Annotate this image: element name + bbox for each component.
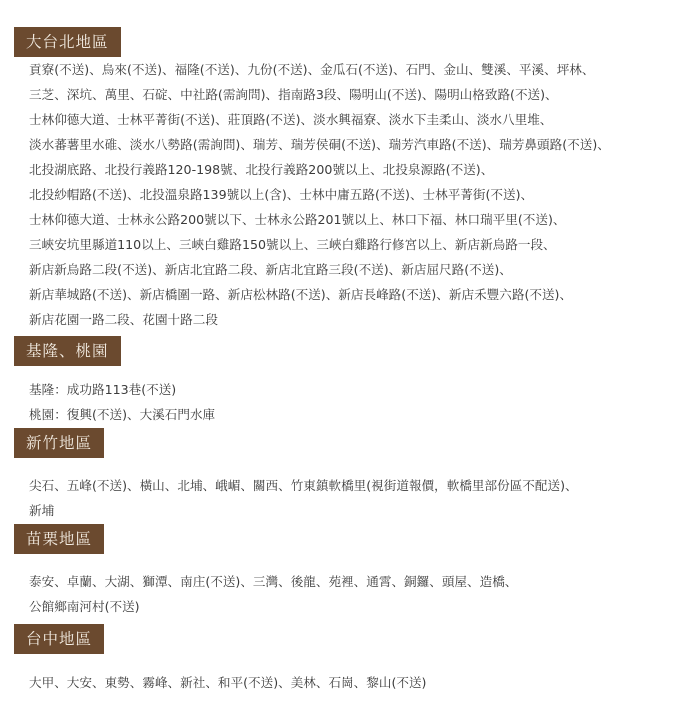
section-body-hsinchu — [29, 473, 695, 523]
section-heading-miaoli: 苗栗地區 — [14, 524, 104, 554]
area-line: 士林仰德大道、士林永公路200號以下、士林永公路201號以上、林口下福、林口瑞平里(不送)、 — [29, 212, 566, 227]
area-line: 尖石、五峰(不送)、橫山、北埔、峨嵋、關西、竹東鎮軟橋里(視街道報價，軟橋里部份區不配送)、 — [29, 478, 578, 493]
area-line: 新店花園一路二段、花園十路二段 — [29, 312, 218, 327]
area-line: 北投湖底路、北投行義路120-198號、北投行義路200號以上、北投泉源路(不送)、 — [29, 162, 494, 177]
area-line: 公館鄉南河村(不送) — [29, 599, 140, 614]
area-line: 新店華城路(不送)、新店橋圍一路、新店松林路(不送)、新店長峰路(不送)、新店禾豐六路(不送)、 — [29, 287, 573, 302]
area-line: 基隆：成功路113巷(不送) — [29, 382, 177, 397]
section-body-keelung-taoyuan — [29, 377, 695, 427]
area-line: 桃園：復興(不送)、大溪石門水庫 — [29, 407, 216, 422]
area-line: 貢寮(不送)、烏來(不送)、福隆(不送)、九份(不送)、金瓜石(不送)、石門、金山、雙溪、平溪、坪林、 — [29, 62, 595, 77]
area-line: 淡水蕃薯里水碓、淡水八勢路(需詢問)、瑞芳、瑞芳侯硐(不送)、瑞芳汽車路(不送)、瑞芳鼻頭路(不送)、 — [29, 137, 610, 152]
section-heading-keelung-taoyuan: 基隆、桃園 — [14, 336, 121, 366]
section-heading-greater-taipei: 大台北地區 — [14, 27, 121, 57]
area-line: 北投紗帽路(不送)、北投溫泉路139號以上(含)、士林中庸五路(不送)、士林平菁街(不送)、 — [29, 187, 534, 202]
area-line: 新店新烏路二段(不送)、新店北宜路二段、新店北宜路三段(不送)、新店屈尺路(不送)、 — [29, 262, 512, 277]
section-body-taichung — [29, 670, 695, 695]
area-line: 泰安、卓蘭、大湖、獅潭、南庄(不送)、三灣、後龍、苑裡、通霄、銅鑼、頭屋、造橋、 — [29, 574, 518, 589]
section-heading-hsinchu: 新竹地區 — [14, 428, 104, 458]
section-body-miaoli — [29, 569, 695, 619]
area-line: 士林仰德大道、士林平菁街(不送)、莊頂路(不送)、淡水興福寮、淡水下圭柔山、淡水八里堆、 — [29, 112, 553, 127]
area-line: 新埔 — [29, 503, 55, 518]
section-heading-taichung: 台中地區 — [14, 624, 104, 654]
section-body-greater-taipei — [29, 57, 695, 332]
area-line: 三芝、深坑、萬里、石碇、中社路(需詢問)、指南路3段、陽明山(不送)、陽明山格致路(不送)、 — [29, 87, 558, 102]
area-line: 大甲、大安、東勢、霧峰、新社、和平(不送)、美林、石崗、黎山(不送) — [29, 675, 427, 690]
area-line: 三峽安坑里縣道110以上、三峽白雞路150號以上、三峽白雞路行修宮以上、新店新烏路一段、 — [29, 237, 556, 252]
